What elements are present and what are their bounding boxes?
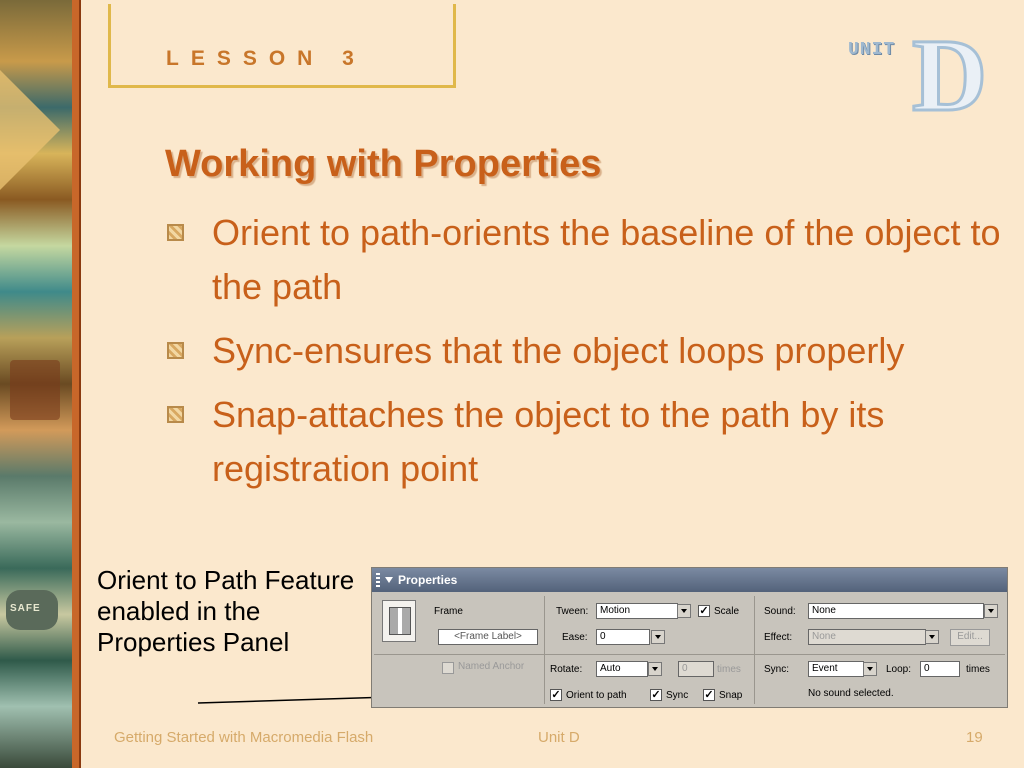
snap-checkbox[interactable]: ✓ [704, 689, 714, 701]
orient-to-path-checkbox[interactable]: ✓ [551, 689, 561, 701]
sync-checkbox[interactable]: ✓ [651, 689, 661, 701]
decorative-image-strip [0, 0, 72, 768]
sound-select[interactable]: None [808, 603, 984, 619]
loop-times-label: times [966, 664, 990, 675]
panel-header [372, 568, 1007, 592]
bullet-square-icon [167, 406, 184, 423]
bullet-text: Snap-attaches the object to the path by its registration point [212, 394, 885, 489]
chevron-down-icon[interactable] [925, 630, 939, 644]
bullet-item [164, 206, 1014, 314]
left-accent-bar [72, 0, 81, 768]
grip-icon[interactable] [376, 573, 380, 587]
snap-label: Snap [719, 690, 743, 701]
chevron-down-icon[interactable] [651, 630, 665, 644]
page-number: 19 [966, 729, 983, 746]
frame-label: Frame [434, 606, 463, 617]
safe-badge-text: SAFE [10, 603, 41, 614]
edit-button[interactable]: Edit... [950, 629, 990, 646]
ease-label: Ease: [562, 632, 588, 643]
panel-divider [754, 596, 755, 704]
chevron-down-icon[interactable] [863, 662, 877, 676]
sound-status: No sound selected. [808, 688, 894, 699]
frame-icon [382, 600, 416, 642]
sync-sound-select[interactable]: Event [808, 661, 864, 677]
collapse-triangle-icon[interactable] [385, 577, 393, 583]
chevron-down-icon[interactable] [648, 662, 662, 676]
panel-title: Properties [398, 573, 458, 587]
decorative-shape [10, 360, 60, 420]
named-anchor-label: Named Anchor [458, 661, 525, 672]
ease-input[interactable]: 0 [596, 629, 650, 645]
bullet-text: Sync-ensures that the object loops properly [212, 330, 905, 371]
scale-checkbox[interactable]: ✓ [699, 605, 709, 617]
lesson-frame [108, 4, 456, 88]
named-anchor-checkbox[interactable] [442, 662, 454, 674]
footer-course-title: Getting Started with Macromedia Flash [114, 729, 374, 746]
unit-logo-word: UNIT [848, 40, 896, 60]
times-label: times [717, 664, 741, 675]
bullet-item [164, 388, 1014, 496]
loop-label: Loop: [886, 664, 912, 675]
chevron-down-icon[interactable] [984, 604, 998, 618]
decorative-shape [0, 70, 60, 190]
panel-divider [544, 596, 545, 704]
lesson-label: LESSON 3 [166, 47, 366, 70]
sync-sound-label: Sync: [764, 664, 790, 675]
sound-label: Sound: [764, 606, 796, 617]
bullet-list [164, 206, 1014, 506]
rotate-label: Rotate: [550, 664, 583, 675]
loop-input[interactable]: 0 [920, 661, 960, 677]
tween-label: Tween: [556, 606, 589, 617]
rotate-select[interactable]: Auto [596, 661, 648, 677]
bullet-square-icon [167, 224, 184, 241]
properties-panel [371, 567, 1008, 708]
bullet-item [164, 324, 1014, 378]
frame-label-input[interactable]: <Frame Label> [438, 629, 538, 645]
footer-unit: Unit D [538, 729, 580, 746]
slide-title: Working with Properties [165, 143, 602, 185]
effect-select[interactable]: None [808, 629, 926, 645]
bullet-text: Orient to path-orients the baseline of the object to the path [212, 212, 1001, 307]
chevron-down-icon[interactable] [677, 604, 691, 618]
effect-label: Effect: [764, 632, 793, 643]
unit-logo-letter: D [912, 18, 988, 133]
bullet-square-icon [167, 342, 184, 359]
sync-label: Sync [666, 690, 689, 701]
figure-caption: Orient to Path Feature enabled in the Properties Panel [97, 565, 355, 657]
scale-label: Scale [714, 606, 740, 617]
panel-divider [374, 654, 1005, 655]
rotate-times-input[interactable]: 0 [678, 661, 714, 677]
tween-select[interactable]: Motion [596, 603, 678, 619]
orient-to-path-label: Orient to path [566, 690, 627, 701]
